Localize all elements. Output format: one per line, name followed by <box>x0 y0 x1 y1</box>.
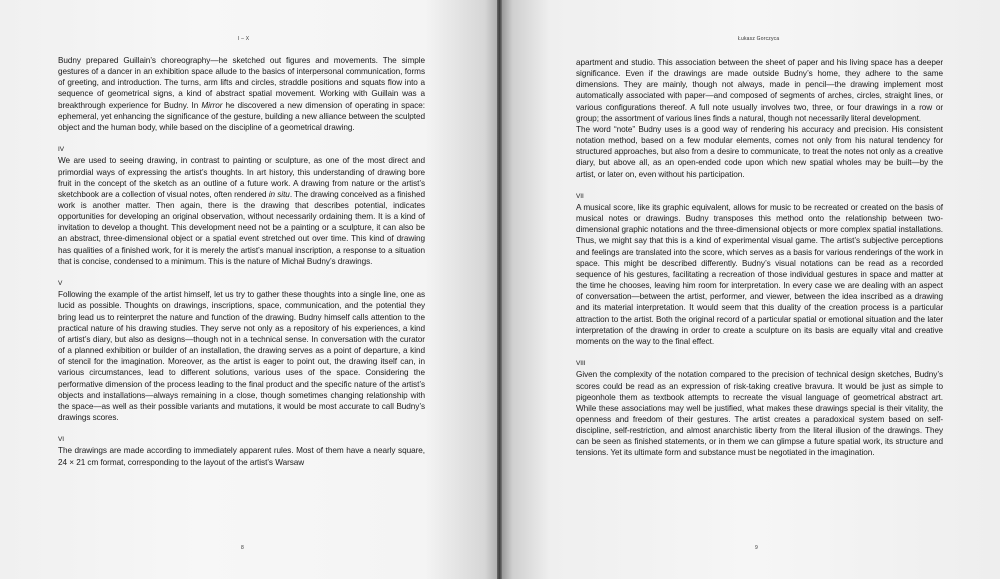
section-numeral-iv: IV <box>58 146 65 154</box>
running-head-left: I – X <box>238 36 250 42</box>
right-page-body <box>576 57 943 459</box>
note-paragraph: The word “note” Budny uses is a good way of rendering his accuracy and precision. His consistent notation method, based on a few modular elements, comes not only from his natural tendency for structured approaches, but also from a desire to communicate, to treat the notes not only as a creative diary, but above all, as an open-ended code upon which new spatial wholes may be built—by the artist, or later on, even without his participation. <box>576 124 943 179</box>
opening-text-1: Budny prepared Guillain’s choreography—he sketched out figures and movements. The simple gestures of a dancer in an exhibition space allude to the basics of interpersonal communication, forms of greeting, and introduction. The turns, arm lifts and circles, straddle positions and squats flow into a sequence of geometrical signs, a kind of abstract spatial movement. Working with Guillain was a breakthrough experience for Budny. In <box>58 56 425 110</box>
left-page-body <box>58 55 425 468</box>
section-iv-text-2: . The drawing conceived as a finished work is another matter. Then again, there is the drawing that describes potential, indicates opportunities for developing an original observation, without necessarily ordaining them. It is a kind of invitation to develop a thought. This development need not be a painting or a sculpture, it can also be an abstract, three-dimensional object or a spatial event stretched out over time. This kind of drawing has qualities of a finished work, for it is merely the artist’s manual inscription, a response to a situation that is concise, condensed to a minimum. This is the nature of Michał Budny’s drawings. <box>58 189 425 266</box>
section-numeral-vi: VI <box>58 436 65 444</box>
opening-paragraph <box>58 55 425 133</box>
page-number-right: 9 <box>755 545 758 551</box>
section-viii-paragraph: Given the complexity of the notation compared to the precision of technical design sketches, Budny’s scores could be read as an expression of risk-taking creative bravura. It would be just as simple to pigeonhole them as textbook attempts to recreate the visual language of geometrical abstract art. While these associations may well be justified, what makes these drawings special is their vitality, the openness and freedom of their gestures. The artist creates a paradoxical system based on self-discipline, self-restriction, and almost anarchistic liberty from the literal illusion of the drawings. They can be seen as finished statements, or in them we can glimpse a future spatial work, its structure and tensions. Yet its ultimate form and substance must be negotiated in the imagination. <box>576 370 943 458</box>
section-numeral-v: V <box>58 280 63 288</box>
section-vi-paragraph: The drawings are made according to immediately apparent rules. Most of them have a nearly square, 24 × 21 cm format, corresponding to the layout of the artist’s Warsaw <box>58 446 425 467</box>
section-iv-italic: in situ <box>268 189 290 199</box>
running-head-right: Łukasz Gorczyca <box>738 36 780 42</box>
section-vii <box>576 191 943 347</box>
section-vi <box>58 434 425 467</box>
section-numeral-viii: VIII <box>576 360 586 368</box>
continuation-paragraph: apartment and studio. This association between the sheet of paper and his living space has a deeper significance. Even if the drawings are made outside Budny’s home, they adhere to the same dimensions. They are mainly, though not always, made in pencil—the drawing implement most automatically associated with paper—and composed of segments of arches, circles, straight lines, or various configurations thereof. A full note usually involves two, three, or four drawings in a row or group; the assortment of various lines finds a natural, though not necessarily literal development. <box>576 58 943 123</box>
section-v <box>58 278 425 423</box>
opening-text-2: he discovered a new dimension of operating in space: ephemeral, yet enhancing the significance of the gesture, building a new alliance between the sculpted object and the human body, while based on the discipline of a geometrical drawing. <box>58 100 425 132</box>
opening-italic-title: Mirror <box>201 100 223 110</box>
page-number-left: 8 <box>241 545 244 551</box>
section-iv-text-1: We are used to seeing drawing, in contrast to painting or sculpture, as one of the most direct and primordial ways of expressing the artist’s thoughts. In art history, this understanding of drawing bore fruit in the concept of the sketch as an outline of a future work. A drawing from nature or the artist’s sketchbook are a collection of visual notes, often rendered <box>58 156 425 199</box>
section-iv-paragraph <box>58 155 425 267</box>
section-numeral-vii: VII <box>576 192 584 200</box>
section-iv <box>58 144 425 267</box>
book-gutter <box>497 0 502 579</box>
right-page <box>500 0 1000 579</box>
section-v-paragraph: Following the example of the artist himself, let us try to gather these thoughts into a single line, one as lucid as possible. Thoughts on drawings, inscriptions, space, communication, and the potential they bring lead us to reinterpret the nature and function of the drawing. Budny himself calls attention to the practical nature of his drawing studies. They serve not only as a repository of his experiences, a kind of artist’s diary, but also as designs—though not in a technical sense. In conversation with the curator of a planned exhibition or builder of an installation, the drawing serves as a point of departure, a kind of stencil for the imagination. Moreover, as the artist is eager to point out, the drawing itself can, in various circumstances, lead to different solutions, various uses of the space. Considering the performative dimension of the process leading to the final product and the specific nature of the artist’s objects and installations—always remaining in a close, though sometimes changing relationship with the space—as well as their possible variants and mutations, it would be most accurate to call Budny’s drawings scores. <box>58 290 425 422</box>
section-viii <box>576 358 943 458</box>
section-vii-paragraph: A musical score, like its graphic equivalent, allows for music to be recreated or created on the basis of musical notes or drawings. Budny transposes this method onto the relationship between two-dimensional graphic notations and the three-dimensional objects or more complex spatial installations. Thus, we might say that this is a kind of experimental visual game. The artist’s subjective perceptions and feelings are translated into the score, which serves as a basis for various renderings of the work in space. This might be described differently. Budny’s visual notations can be read as a recorded sequence of his gestures, facilitating a recreation of those individual gestures in space and matter at the time he chooses, leaving him room for interpretation. In every case we are dealing with an aspect of conversation—between the artist, performer, and viewer, between the idea inscribed as a drawing and its material interpretation. It would seem that this duality of the creation process is a particular attraction to the artist. Both the original record of a particular spatial or emotional situation and the later interpretation of the drawing in order to create a sculpture on its basis are equally vital and creative moments on the way to the final effect. <box>576 203 943 346</box>
